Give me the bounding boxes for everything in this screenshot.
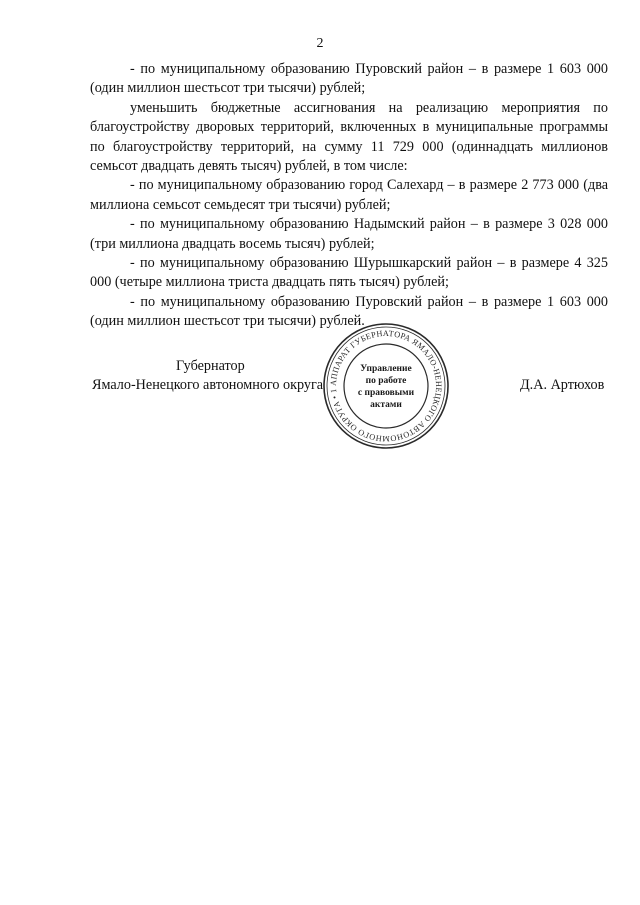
seal-ring-text: АППАРАТ ГУБЕРНАТОРА ЯМАЛО-НЕНЕЦКОГО АВТОНОМНОГО ОКРУГА • 1	[328, 328, 444, 444]
signatory-title-line2: Ямало-Ненецкого автономного округа	[92, 377, 324, 393]
signatory-name: Д.А. Артюхов	[520, 377, 605, 393]
list-item-shuryshkarsky: - по муниципальному образованию Шурышкарский район – в размере 4 325 000 (четыре миллиона триста двадцать пять тысяч) рублей;	[90, 255, 608, 291]
signatory-title-line1: Губернатор	[176, 358, 245, 374]
list-item-nadymsky: - по муниципальному образованию Надымский район – в размере 3 028 000 (три миллиона двадцать восемь тысяч) рублей;	[90, 216, 608, 252]
seal-center-line4: актами	[370, 400, 402, 410]
list-item-purovsky-2: - по муниципальному образованию Пуровский район – в размере 1 603 000 (один миллион шестьсот три тысячи) рублей.	[90, 293, 608, 330]
official-seal-stamp	[322, 322, 450, 450]
document-body	[90, 60, 608, 332]
list-item-salekhard: - по муниципальному образованию город Салехард – в размере 2 773 000 (два миллиона семьсот семьдесят три тысячи) рублей;	[90, 177, 608, 213]
seal-center-line3: с правовыми	[357, 388, 415, 398]
list-item-purovsky: - по муниципальному образованию Пуровский район – в размере 1 603 000 (один миллион шестьсот три тысячи) рублей;	[90, 61, 608, 97]
paragraph-reduce-allocations: уменьшить бюджетные ассигнования на реализацию мероприятия по благоустройству дворовых территорий, включенных в муниципальные программы по благоустройству территорий, на сумму 11 729 000 (одиннадцать миллионов семьсот двадцать девять тысяч) рублей, в том числе:	[90, 99, 608, 175]
seal-center-line2: по работе	[365, 376, 407, 386]
seal-center-line1: Управление	[360, 364, 412, 374]
page-number: 2	[316, 36, 324, 51]
